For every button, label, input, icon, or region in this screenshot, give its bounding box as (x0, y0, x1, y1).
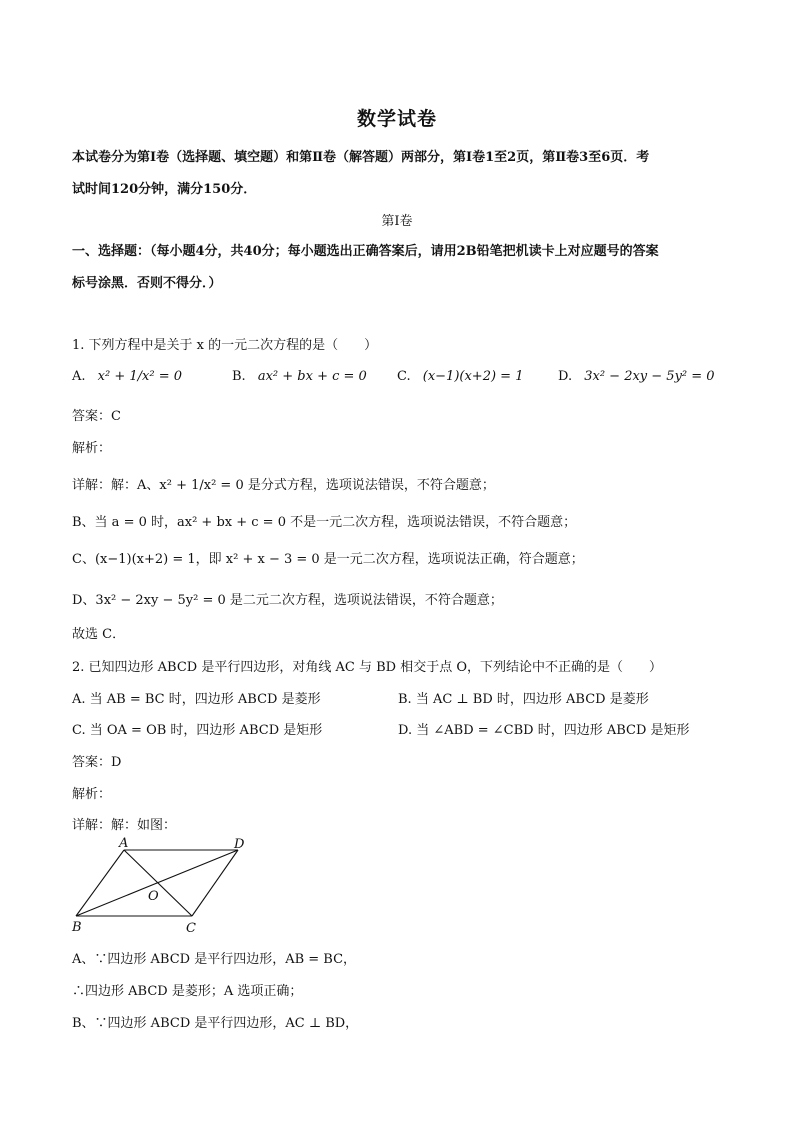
q1-detail-b: B、当 a = 0 时，ax² + bx + c = 0 不是一元二次方程，选项说法错误，不符合题意； (72, 515, 577, 530)
page-title: 数学试卷 (356, 108, 437, 130)
q1-detail-a: 详解：解：A、x² + 1/x² = 0 是分式方程，选项说法错误，不符合题意； (72, 478, 495, 493)
q1-option-b-expr: ax² + bx + c = 0 (257, 369, 367, 384)
q1-option-a (72, 369, 182, 384)
q1-option-c-label: C. (397, 369, 411, 384)
parallelogram-figure (66, 834, 266, 938)
q1-option-b (232, 369, 367, 384)
q2-option-a: A. 当 AB = BC 时，四边形 ABCD 是菱形 (72, 692, 321, 707)
q1-option-c (397, 369, 523, 384)
vertex-label-b: B (72, 920, 82, 935)
q2-stem: 2. 已知四边形 ABCD 是平行四边形，对角线 AC 与 BD 相交于点 O，下列结论中不正确的是（ ） (72, 660, 662, 675)
q2-step-2: ∴四边形 ABCD 是菱形；A 选项正确； (72, 984, 303, 999)
q2-detail-intro: 详解：解：如图： (72, 818, 177, 833)
vertex-label-c: C (186, 921, 196, 936)
q1-stem: 1. 下列方程中是关于 x 的一元二次方程的是（ ） (72, 338, 378, 353)
intro-line-1: 本试卷分为第Ⅰ卷（选择题、填空题）和第Ⅱ卷（解答题）两部分，第Ⅰ卷1至2页，第Ⅱ卷3至6页．考 (72, 150, 650, 165)
q1-option-a-expr: x² + 1/x² = 0 (97, 369, 182, 384)
vertex-label-a: A (119, 836, 129, 851)
q2-step-1: A、∵四边形 ABCD 是平行四边形，AB = BC， (72, 952, 357, 967)
part1-instructions-line-1: 一、选择题：（每小题4分，共40分；每小题选出正确答案后，请用2B铅笔把机读卡上对应题号的答案 (72, 244, 659, 259)
part1-instructions-line-2: 标号涂黑．否则不得分．） (72, 276, 222, 291)
vertex-label-d: D (234, 837, 245, 852)
q2-analysis-label: 解析： (72, 787, 112, 802)
q2-answer: 答案：D (72, 755, 122, 770)
intersection-label-o: O (148, 889, 159, 904)
intro-line-2: 试时间120分钟，满分150分． (72, 182, 257, 197)
q1-option-d-expr: 3x² − 2xy − 5y² = 0 (584, 369, 715, 384)
q1-option-a-label: A. (72, 369, 86, 384)
q1-option-b-label: B. (232, 369, 246, 384)
section-title: 第Ⅰ卷 (381, 214, 413, 229)
q2-option-b: B. 当 AC ⊥ BD 时，四边形 ABCD 是菱形 (398, 692, 649, 707)
q1-option-d (558, 369, 715, 384)
q1-detail-d: D、3x² − 2xy − 5y² = 0 是二元二次方程，选项说法错误，不符合题意； (72, 593, 503, 608)
q1-conclusion: 故选 C． (72, 627, 126, 642)
q2-option-d: D. 当 ∠ABD = ∠CBD 时，四边形 ABCD 是矩形 (398, 723, 690, 738)
q1-detail-c: C、(x−1)(x+2) = 1，即 x² + x − 3 = 0 是一元二次方程，选项说法正确，符合题意； (72, 552, 584, 567)
q2-option-c: C. 当 OA = OB 时，四边形 ABCD 是矩形 (72, 723, 323, 738)
q1-option-c-expr: (x−1)(x+2) = 1 (422, 369, 524, 384)
q1-answer: 答案：C (72, 409, 121, 424)
q1-option-d-label: D. (558, 369, 573, 384)
q2-step-3: B、∵四边形 ABCD 是平行四边形，AC ⊥ BD， (72, 1016, 359, 1031)
q1-analysis-label: 解析： (72, 441, 112, 456)
